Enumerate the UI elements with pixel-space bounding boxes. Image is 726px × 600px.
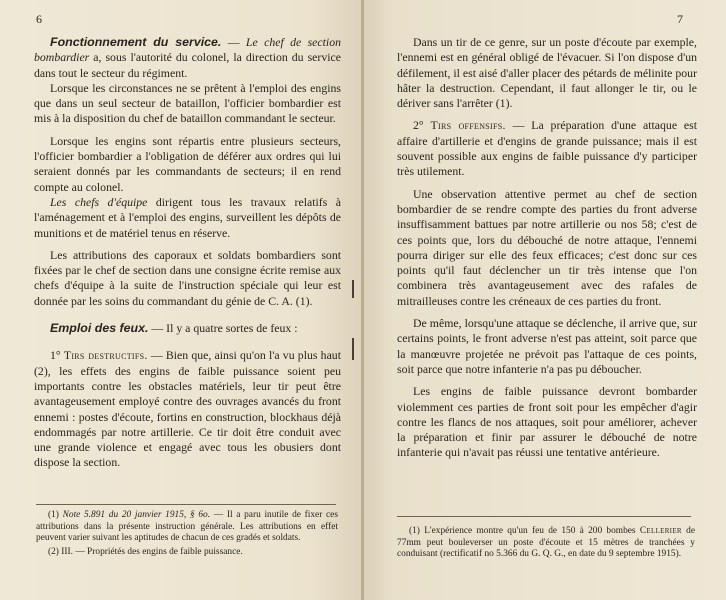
- section-heading: Emploi des feux.: [50, 321, 149, 336]
- paragraph: [34, 348, 341, 470]
- small-caps-term: Cellerier: [639, 526, 682, 536]
- item-number: 2°: [413, 118, 431, 133]
- paragraph-text: — Bien que, ainsi qu'on l'a vu plus haut (2), les effets des engins de faible puissance soient peu importants contre les obstacles matériels, leur tir peut être avantageusement employé contre des ouvrages avancés du front ennemi : postes d'écoute, fortins en construction, blockhaus déjà endommagés par notre artillerie. Ce tir doit être conduit avec une grande violence et engagé avec tous les obusiers dont dispose la section.: [34, 348, 341, 470]
- paragraph-text: — La préparation d'une attaque est affaire d'artillerie et d'engins de grande puissance; mais il est souvent possible aux engins de faible puissance d'y participer très utilement.: [397, 118, 698, 179]
- italic-term: Les chefs d'équipe: [50, 194, 148, 209]
- paragraph: [397, 118, 697, 179]
- paragraph-text: a, sous l'autorité du colonel, la direction du service dans tout le secteur du régiment.: [34, 50, 341, 80]
- footnote-rule: [36, 504, 336, 505]
- margin-mark: [352, 280, 354, 298]
- paragraph: Lorsque les engins sont répartis entre plusieurs secteurs, l'officier bombardier a l'obligation de déférer aux ordres qui lui seraient donnés par les commandants de secteurs; il en rend compte au colonel.: [34, 133, 341, 194]
- footnote: (2) III. — Propriétés des engins de faible puissance.: [48, 546, 243, 557]
- left-page-body: [34, 35, 341, 471]
- footnote-number: (1): [48, 510, 63, 520]
- page-number: 7: [677, 12, 683, 26]
- footnotes: [36, 510, 338, 558]
- italic-term: Le chef de section bombardier: [34, 35, 342, 65]
- footnote-text: — Il a paru inutile de fixer ces attributions dans la présente instruction générale. Les attributions en effet peuvent varier suivant les aptitudes de chacun de ces gradés et soldats.: [36, 510, 338, 544]
- paragraph: Dans un tir de ce genre, sur un poste d'écoute par exemple, l'ennemi est en général obligé de l'évacuer. Si l'on dispose d'un défilement, il est aisé d'aller placer des pétards de mélinite pour hâter la destruction. Cependant, il faut allonger le tir, ou le dériver sans l'arrêter (1).: [397, 35, 697, 111]
- italic-term: Note 5.891 du 20 janvier 1915, § 6o.: [62, 510, 211, 520]
- heading-dash: —: [221, 35, 246, 49]
- footnote-rule: [397, 516, 691, 517]
- paragraph-text: dirigent tous les travaux relatifs à l'aménagement et à l'emploi des engins, surveillent les dépôts de munitions et de matériel tenus en réserve.: [34, 194, 341, 240]
- left-page: [0, 0, 362, 600]
- paragraph: Les engins de faible puissance devront bombarder violemment ces parties de front soit pour les empêcher d'agir contre les flancs de nos attaques, soit pour améliorer, achever la préparation et finir par assurer le débouché de notre infanterie qui n'avait pas réussi une tentative antérieure.: [397, 384, 697, 460]
- paragraph: [34, 195, 341, 241]
- footnote: [397, 526, 695, 561]
- footnote: [36, 510, 338, 545]
- page-number: 6: [36, 12, 42, 26]
- paragraph: [34, 321, 341, 336]
- small-caps-term: Tirs destructifs.: [63, 348, 148, 363]
- footnote-text: de 77mm peut bouleverser un poste d'écoute et 15 mètres de tranchées y conduisant (rectificatif no 5.366 du G. Q. G., en date du 9 septembre 1915).: [397, 526, 695, 560]
- right-page: [364, 0, 726, 600]
- paragraph-text: — Il y a quatre sortes de feux :: [148, 321, 298, 336]
- small-caps-term: Tirs offensifs.: [430, 118, 506, 133]
- paragraph: [34, 35, 341, 81]
- section-heading: Fonctionnement du service.: [50, 35, 222, 49]
- paragraph: Une observation attentive permet au chef de section bombardier de se rendre compte des parties du front adverse insuffisamment battues par notre artillerie ou nos 58; c'est de ces points que, lors du débouché de notre attaque, l'ennemi pourra diriger sur elle des feux efficaces; c'est donc sur ces points qu'il faut déclencher un tir très intense que l'on combinera très avantageusement avec des rafales de mitrailleuses contre les créneaux de ces parties du front.: [397, 186, 697, 308]
- item-number: 1°: [50, 348, 64, 363]
- footnotes: [397, 526, 695, 561]
- paragraph: De même, lorsqu'une attaque se déclenche, il arrive que, sur certains points, le front adverse n'est pas atteint, soit parce que la manœuvre projetée ne prévoit pas l'attaque de ces points, soit parce que notre infanterie n'a pas pu déboucher.: [397, 316, 697, 376]
- margin-mark: [352, 338, 354, 360]
- paragraph: Lorsque les circonstances ne se prêtent à l'emploi des engins que dans un seul secteur de bataillon, l'officier bombardier est mis à la disposition du chef de bataillon commandant le secteur.: [34, 80, 341, 126]
- paragraph: Les attributions des caporaux et soldats bombardiers sont fixées par le chef de section dans une consigne écrite remise aux chefs d'équipe à la suite de l'instruction spéciale qui leur est donnée par les soins du commandant du génie de C. A. (1).: [34, 247, 341, 308]
- right-page-body: [397, 35, 697, 461]
- footnote-text: (1) L'expérience montre qu'un feu de 150 à 200 bombes: [409, 526, 640, 536]
